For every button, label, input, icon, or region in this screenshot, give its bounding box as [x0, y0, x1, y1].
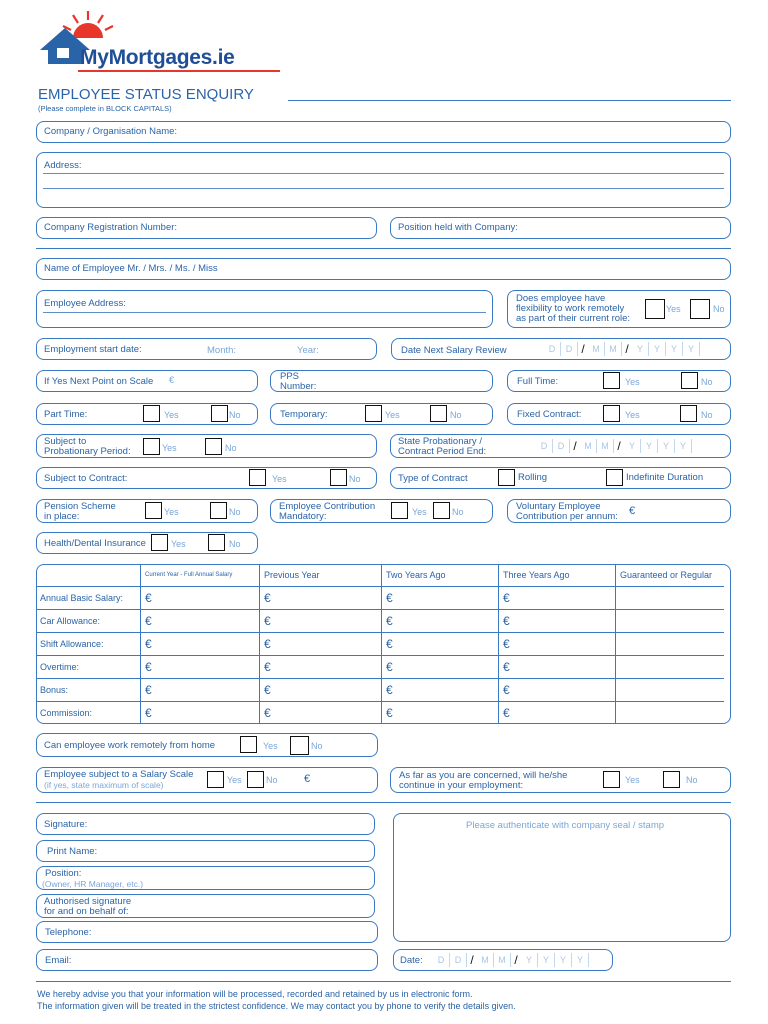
employee-name-field[interactable]	[36, 258, 731, 280]
authorised-label: for and on behalf of:	[44, 906, 129, 917]
company-name-field[interactable]	[36, 121, 731, 143]
part-time-label: Part Time:	[44, 409, 88, 420]
indefinite-checkbox[interactable]	[606, 469, 623, 486]
salary-cell[interactable]: €	[499, 587, 616, 610]
salary-cell[interactable]: €	[141, 656, 260, 679]
salary-scale-no-checkbox[interactable]	[247, 771, 264, 788]
position-label: Position:	[45, 868, 82, 879]
salary-table-header	[36, 564, 724, 587]
fixed-contract-yes-label: Yes	[625, 410, 640, 420]
logo-underline	[78, 70, 280, 72]
full-time-label: Full Time:	[517, 376, 559, 387]
part-time-no-label: No	[229, 410, 241, 420]
state-probation-date-slots: D D / M M / Y Y Y Y	[536, 439, 692, 453]
salary-header: Three Years Ago	[499, 564, 616, 587]
salary-cell[interactable]: €	[260, 679, 382, 702]
continue-no-checkbox[interactable]	[663, 771, 680, 788]
year-label: Year:	[297, 345, 319, 356]
telephone-field[interactable]	[36, 921, 378, 943]
month-label: Month:	[207, 345, 237, 356]
remote-flex-yes-label: Yes	[666, 304, 681, 314]
remote-flex-label: flexibility to work remotely	[516, 303, 625, 314]
vol-contrib-euro: €	[629, 505, 636, 517]
date-slots: D D / M M / Y Y Y Y	[433, 953, 589, 967]
next-salary-review-date-slots: D D / M M / Y Y Y Y	[544, 342, 700, 356]
pension-label: Pension Scheme	[44, 501, 116, 512]
pps-label: PPS	[280, 371, 300, 382]
indefinite-label: Indefinite Duration	[626, 472, 704, 483]
logo	[38, 8, 288, 74]
company-reg-label: Company Registration Number:	[44, 222, 178, 233]
fixed-contract-no-checkbox[interactable]	[680, 405, 697, 422]
salary-scale-yes-label: Yes	[227, 775, 242, 785]
state-probation-label: State Probationary /	[398, 436, 482, 447]
pps-label: Number:	[280, 381, 317, 392]
salary-cell[interactable]: €	[382, 702, 499, 725]
table-row	[36, 610, 724, 633]
salary-cell[interactable]	[616, 702, 725, 725]
salary-row-label: Shift Allowance:	[36, 633, 141, 656]
emp-contrib-no-label: No	[452, 507, 464, 517]
salary-cell[interactable]: €	[499, 656, 616, 679]
probation-no-label: No	[225, 443, 237, 453]
salary-cell[interactable]: €	[499, 633, 616, 656]
health-no-checkbox[interactable]	[208, 534, 225, 551]
employee-address-field[interactable]	[36, 290, 493, 328]
next-salary-review-field[interactable]	[391, 338, 731, 360]
employee-address-line	[43, 312, 486, 313]
salary-row-label: Bonus:	[36, 679, 141, 702]
type-contract-label: Type of Contract	[398, 473, 468, 484]
address-label: Address:	[44, 160, 82, 171]
subject-contract-field	[36, 467, 377, 489]
section-rule	[36, 248, 731, 249]
continue-label: continue in your employment:	[399, 780, 524, 791]
authorised-field[interactable]	[36, 894, 375, 918]
salary-cell[interactable]: €	[260, 656, 382, 679]
vol-contrib-label: Contribution per annum:	[516, 511, 618, 522]
continue-label: As far as you are concerned, will he/she	[399, 770, 568, 781]
salary-cell[interactable]: €	[260, 610, 382, 633]
next-point-label: If Yes Next Point on Scale	[44, 376, 154, 387]
rolling-label: Rolling	[518, 472, 548, 483]
remote-home-label: Can employee work remotely from home	[44, 740, 216, 751]
probation-no-checkbox[interactable]	[205, 438, 222, 455]
part-time-yes-label: Yes	[164, 410, 179, 420]
pension-yes-label: Yes	[164, 507, 179, 517]
state-probation-label: Contract Period End:	[398, 446, 487, 457]
salary-scale-euro: €	[304, 773, 311, 785]
subject-contract-label: Subject to Contract:	[44, 473, 128, 484]
probation-label: Subject to	[44, 436, 87, 447]
temporary-label: Temporary:	[280, 409, 328, 420]
salary-cell[interactable]	[616, 587, 725, 610]
remote-home-no-label: No	[311, 741, 323, 751]
position-field[interactable]	[36, 866, 375, 890]
signature-label: Signature:	[44, 819, 88, 830]
remote-flex-yes-checkbox[interactable]	[645, 299, 665, 319]
address-line	[43, 173, 724, 174]
continue-yes-checkbox[interactable]	[603, 771, 620, 788]
subject-contract-no-label: No	[349, 474, 361, 484]
remote-flex-no-label: No	[713, 304, 725, 314]
fixed-contract-yes-checkbox[interactable]	[603, 405, 620, 422]
email-label: Email:	[45, 955, 72, 966]
salary-cell[interactable]: €	[141, 679, 260, 702]
continue-no-label: No	[686, 775, 698, 785]
page-subtitle: (Please complete in BLOCK CAPITALS)	[38, 104, 172, 113]
company-seal-label: Please authenticate with company seal / stamp	[466, 820, 665, 831]
print-name-label: Print Name:	[47, 846, 98, 857]
continue-yes-label: Yes	[625, 775, 640, 785]
print-name-field[interactable]	[36, 840, 375, 862]
authorised-label: Authorised signature	[44, 896, 132, 907]
salary-cell[interactable]	[616, 679, 725, 702]
full-time-yes-label: Yes	[625, 377, 640, 387]
salary-cell[interactable]: €	[260, 702, 382, 725]
salary-cell[interactable]: €	[141, 702, 260, 725]
vol-contrib-label: Voluntary Employee	[516, 501, 601, 512]
salary-cell[interactable]: €	[499, 702, 616, 725]
employee-name-label: Name of Employee Mr. / Mrs. / Ms. / Miss	[44, 263, 218, 274]
fixed-contract-no-label: No	[701, 410, 713, 420]
employee-address-label: Employee Address:	[44, 298, 126, 309]
table-row	[36, 633, 724, 656]
position-held-field[interactable]	[390, 217, 731, 239]
temporary-yes-checkbox[interactable]	[365, 405, 382, 422]
footer-rule	[36, 981, 731, 982]
telephone-label: Telephone:	[45, 927, 92, 938]
temporary-no-label: No	[450, 410, 462, 420]
salary-header: Guaranteed or Regular	[616, 564, 725, 587]
logo-text: MyMortgages.ie	[80, 46, 235, 69]
salary-cell[interactable]: €	[141, 587, 260, 610]
pension-label: in place:	[44, 511, 80, 522]
table-row	[36, 702, 724, 725]
salary-table	[36, 564, 724, 724]
company-seal-box[interactable]	[393, 813, 731, 942]
remote-home-field	[36, 733, 378, 757]
health-no-label: No	[229, 539, 241, 549]
date-field[interactable]	[393, 949, 613, 971]
signature-field[interactable]	[36, 813, 375, 835]
page-title: EMPLOYEE STATUS ENQUIRY	[38, 86, 254, 103]
address-line	[43, 188, 724, 189]
health-label: Health/Dental Insurance	[44, 538, 146, 549]
rolling-checkbox[interactable]	[498, 469, 515, 486]
position-held-label: Position held with Company:	[398, 222, 518, 233]
position-hint: (Owner, HR Manager, etc.)	[42, 879, 144, 889]
salary-header: Two Years Ago	[382, 564, 499, 587]
company-name-label: Company / Organisation Name:	[44, 126, 178, 137]
emp-contrib-label: Employee Contribution	[279, 501, 376, 512]
start-date-field[interactable]	[36, 338, 377, 360]
salary-cell[interactable]: €	[382, 633, 499, 656]
company-reg-field[interactable]	[36, 217, 377, 239]
remote-home-yes-label: Yes	[263, 741, 278, 751]
footer-line: We hereby advise you that your information will be processed, recorded and retained by us in electronic form.	[37, 989, 473, 999]
salary-cell[interactable]: €	[382, 587, 499, 610]
emp-contrib-yes-checkbox[interactable]	[391, 502, 408, 519]
full-time-no-checkbox[interactable]	[681, 372, 698, 389]
probation-yes-checkbox[interactable]	[143, 438, 160, 455]
next-salary-review-label: Date Next Salary Review	[401, 345, 507, 356]
salary-header: Current Year - Full Annual Salary	[141, 564, 260, 587]
salary-cell[interactable]: €	[499, 679, 616, 702]
salary-header: Previous Year	[260, 564, 382, 587]
salary-cell[interactable]: €	[260, 633, 382, 656]
address-field[interactable]	[36, 152, 731, 208]
salary-row-label: Car Allowance:	[36, 610, 141, 633]
fixed-contract-label: Fixed Contract:	[517, 409, 582, 420]
pension-no-label: No	[229, 507, 241, 517]
table-row	[36, 587, 724, 610]
subject-contract-yes-label: Yes	[272, 474, 287, 484]
emp-contrib-no-checkbox[interactable]	[433, 502, 450, 519]
salary-scale-label: Employee subject to a Salary Scale	[44, 769, 194, 780]
pension-no-checkbox[interactable]	[210, 502, 227, 519]
full-time-yes-checkbox[interactable]	[603, 372, 620, 389]
salary-row-label: Overtime:	[36, 656, 141, 679]
pps-field[interactable]	[270, 370, 493, 392]
emp-contrib-label: Mandatory:	[279, 511, 327, 522]
next-point-euro: €	[169, 375, 175, 386]
salary-row-label: Annual Basic Salary:	[36, 587, 141, 610]
health-yes-checkbox[interactable]	[151, 534, 168, 551]
section-rule	[36, 802, 731, 803]
salary-scale-no-label: No	[266, 775, 278, 785]
salary-cell[interactable]: €	[141, 633, 260, 656]
salary-cell[interactable]: €	[141, 610, 260, 633]
remote-flex-label: as part of their current role:	[516, 313, 631, 324]
subject-contract-yes-checkbox[interactable]	[249, 469, 266, 486]
state-probation-field[interactable]	[390, 434, 731, 458]
salary-row-label: Commission:	[36, 702, 141, 725]
salary-cell[interactable]	[616, 633, 725, 656]
table-row	[36, 679, 724, 702]
remote-flex-label: Does employee have	[516, 293, 606, 304]
title-rule	[288, 100, 731, 101]
subject-contract-no-checkbox[interactable]	[330, 469, 347, 486]
next-point-field[interactable]	[36, 370, 258, 392]
salary-cell[interactable]: €	[382, 656, 499, 679]
remote-flex-no-checkbox[interactable]	[690, 299, 710, 319]
footer-line: The information given will be treated in the strictest confidence. We may contact you by phone to verify the details given.	[37, 1001, 516, 1011]
emp-contrib-yes-label: Yes	[412, 507, 427, 517]
salary-scale-yes-checkbox[interactable]	[207, 771, 224, 788]
table-row	[36, 656, 724, 679]
salary-cell[interactable]: €	[382, 610, 499, 633]
salary-cell[interactable]	[616, 656, 725, 679]
remote-home-yes-checkbox[interactable]	[240, 736, 257, 753]
part-time-yes-checkbox[interactable]	[143, 405, 160, 422]
temporary-yes-label: Yes	[385, 410, 400, 420]
part-time-no-checkbox[interactable]	[211, 405, 228, 422]
salary-cell[interactable]: €	[382, 679, 499, 702]
salary-cell[interactable]: €	[260, 587, 382, 610]
temporary-no-checkbox[interactable]	[430, 405, 447, 422]
start-date-label: Employment start date:	[44, 344, 142, 355]
health-yes-label: Yes	[171, 539, 186, 549]
salary-cell[interactable]	[616, 610, 725, 633]
email-field[interactable]	[36, 949, 378, 971]
probation-yes-label: Yes	[162, 443, 177, 453]
pension-yes-checkbox[interactable]	[145, 502, 162, 519]
salary-cell[interactable]: €	[499, 610, 616, 633]
salary-scale-hint: (if yes, state maximum of scale)	[44, 780, 164, 790]
probation-label: Probationary Period:	[44, 446, 131, 457]
vol-contrib-field[interactable]	[507, 499, 731, 523]
full-time-no-label: No	[701, 377, 713, 387]
date-label: Date:	[400, 955, 423, 966]
remote-home-no-checkbox[interactable]	[290, 736, 309, 755]
